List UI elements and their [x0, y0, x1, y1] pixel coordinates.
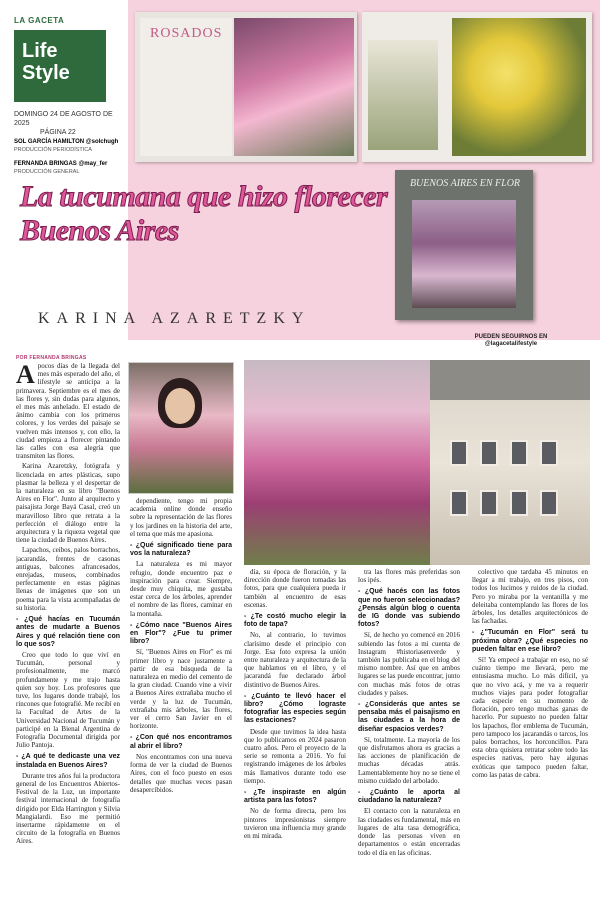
- interview-answer: Durante tres años fui la productora general de los Encuentros Abiertos-Festival de la Luz, un importante festival internacional de fotografía dirigido por Elda Harrington y Silvia Mangialardi. Eso me permitió insertarme rápidamente en el circuito de la fotografía en Buenos Aires.: [16, 771, 120, 846]
- interview-question: - ¿"Tucumán en Flor" será tu próxima obra? ¿Qué especies no pueden faltar en ese libro?: [472, 629, 588, 654]
- paragraph: Karina Azaretzky, fotógrafa y licenciada en artes plásticas, supo plasmar la belleza y el despertar de la naturaleza en su libro "Buenos Aires en Flor". Junto al arquitecto y paisajista Jorge Bayá Casal, creó un maravilloso libro que retrata a la perfección el diálogo entre la arquitectura y la riqueza vegetal que tiene la ciudad de Buenos Aires.: [16, 462, 120, 545]
- building-window: [450, 490, 468, 516]
- byline: POR FERNANDA BRINGAS: [16, 355, 87, 361]
- interview-question: - ¿Te costó mucho elegir la foto de tapa?: [244, 613, 346, 629]
- book-page-photo-small: [368, 40, 438, 150]
- interview-question: - ¿A qué te dedicaste una vez instalada en Buenos Aires?: [16, 753, 120, 769]
- article-column-3: [244, 568, 346, 894]
- building-window: [510, 490, 528, 516]
- interview-question: - ¿Qué hacías en Tucumán antes de mudarte a Buenos Aires y qué relación tiene con lo que sos?: [16, 616, 120, 649]
- paragraph: colectivo que tardaba 45 minutos en llegar a mi trabajo, en tres pisos, con todos los lucimos y ruidos de la ciudad. Pero yo miraba por la ventanilla y me deleitaba contemplando las flores de los árboles, los detalles arquitectónicos de las fachadas.: [472, 568, 588, 626]
- interview-answer: Sí, totalmente. La mayoría de los que disfrutamos ahora es gracias a las acciones de planificación de muchas décadas atrás. Lamentablemente hoy no se tiene el mismo cuidado del arbolado.: [358, 735, 460, 785]
- issue-date-block: [14, 110, 124, 137]
- interview-question: - ¿Cómo nace "Buenos Aires en Flor"? ¿Fue tu primer libro?: [130, 622, 232, 647]
- interview-answer: La naturaleza es mi mayor refugio, donde encuentro paz e inspiración para crear. Siempre, desde muy chiquita, me gustaba estar cerca de los árboles, aprender el nombre de las flores, caminar en la montaña.: [130, 560, 232, 618]
- credit-2: [14, 160, 126, 176]
- building-window: [540, 490, 558, 516]
- paragraph: tra las flores más preferidas son los ipés.: [358, 568, 460, 585]
- interview-answer: Desde que tuvimos la idea hasta que lo publicamos en 2024 pasaron cuatro años. Pero el proyecto de la serie se remonta a 2016. Yo fui registrando imágenes de los árboles más llamativos durante todo ese tiempo.: [244, 727, 346, 785]
- interview-question: - ¿Cuánto le aporta al ciudadano la naturaleza?: [358, 789, 460, 805]
- book-page-photo-yellow-flowers: [452, 18, 586, 156]
- interview-answer: No de forma directa, pero los pintores impresionistas siempre tuvieron una influencia muy grande en mi mirada.: [244, 807, 346, 841]
- portrait-face: [165, 388, 195, 424]
- headline: La tucumana que hizo florecer Buenos Aires: [20, 180, 388, 247]
- building-window: [540, 440, 558, 466]
- interview-question: - ¿Te inspiraste en algún artista para las fotos?: [244, 789, 346, 805]
- building-window: [480, 440, 498, 466]
- paragraph: día, su época de floración, y la dirección donde fueron tomadas las fotos, para que cualquiera pueda ir también al encuentro de esas escenas.: [244, 568, 346, 609]
- page-number: PÁGINA 22: [40, 129, 76, 136]
- interview-answer: El contacto con la naturaleza en las ciudades es fundamental, más en lugares de alta tasa demográfica, donde las personas viven en departamentos o están encerradas todo el día en las oficinas.: [358, 807, 460, 857]
- credit-2-name: FERNANDA BRINGAS @may_fer: [14, 161, 108, 167]
- issue-date: DOMINGO 24 DE AGOSTO DE 2025: [14, 111, 113, 127]
- headline-author: KARINA AZARETZKY: [38, 310, 311, 327]
- credit-1-role: PRODUCCIÓN PERIODÍSTICA: [14, 147, 92, 153]
- interview-question: - ¿Cuánto te llevó hacer el libro? ¿Cómo lograste fotografiar las especies según las estaciones?: [244, 693, 346, 726]
- interview-answer: Sí, de hecho yo comencé en 2016 subiendo las fotos a mi cuenta de Instagram #historiasenverde y también las publicaba en el blog del mismo nombre. Así que en ambos lugares se las puede encontrar, junto con muchas más fotos de otras ciudades y países.: [358, 631, 460, 697]
- interview-answer: No, al contrario, lo tuvimos clarísimo desde el principio con Jorge. Esa foto expresa la unión entre naturaleza y arquitectura de la que hablamos en el libro, y el jacarandá fue declarado árbol distintivo de Buenos Aires.: [244, 631, 346, 689]
- book-cover-photo: [412, 200, 516, 308]
- article-column-2: [130, 497, 232, 894]
- building-window: [450, 440, 468, 466]
- interview-answer: Creo que todo lo que viví en Tucumán, personal y profesionalmente, me marcó profundamente y me trajo hasta quien soy hoy. Los profesores que tuve, los lugares donde trabajé, los rincones que fotografié. Me recibí en la Facultad de Artes de la Universidad Nacional de Tucumán y participé en la Bienal Argentina de Fotografía Documental dirigida por Julio Pantoja.: [16, 650, 120, 750]
- paragraph: Lapachos, ceibos, palos borrachos, jacarandás, frentes de casonas antiguas, balcones afrancesados, enrejadas, museos, combinados perfectamente en estas páginas llenas de imágenes que son un poema para la vista acompañadas de su historia.: [16, 546, 120, 612]
- interview-answer: Sí! Ya empecé a trabajar en eso, no sé cuánto tiempo me llevará, pero me entusiasma mucho. Lo más difícil, ya que no vivo acá, y me va a requerir muchos viajes para poder fotografiar cada especie en su momento de floración, pero tengo muchas ganas de hacerlo. Por supuesto no pueden faltar los lapachos, flor emblema de Tucumán, pero tampoco los jacarandás o tarcos, los palos borrachos, los horconcillos. Para esta obra quisiera retratar sobre todo las especies nativas, pero hay algunas exóticas que tampoco pueden faltar, como las patas de cabra.: [472, 656, 588, 779]
- credit-1: [14, 138, 126, 154]
- credit-2-role: PRODUCCIÓN GENERAL: [14, 169, 80, 175]
- book-cover-title: BUENOS AIRES EN FLOR: [409, 178, 521, 189]
- logo-line-1: Life: [22, 40, 58, 62]
- credit-1-name: SOL GARCÍA HAMILTON @solchugh: [14, 139, 119, 145]
- article-column-5: [472, 568, 588, 894]
- book-page-photo: [234, 18, 354, 156]
- logo-line-2: Style: [22, 62, 70, 84]
- interview-question: - ¿Considerás que antes se pensaba más el paisajismo en las ciudades a la hora de diseñar espacios verdes?: [358, 701, 460, 734]
- interview-question: - ¿Qué hacés con las fotos que no fueron seleccionadas? ¿Pensás algún blog o cuenta de IG donde vas subiendo fotos?: [358, 588, 460, 629]
- social-follow-note: PUEDEN SEGUIRNOS EN @lagacetalifestyle: [474, 334, 548, 347]
- building-window: [510, 440, 528, 466]
- article-column-4: [358, 568, 460, 894]
- section-logo: [14, 30, 106, 102]
- drop-cap: A: [16, 362, 35, 389]
- interview-question: - ¿Con qué nos encontramos al abrir el libro?: [130, 734, 232, 750]
- newspaper-name: LA GACETA: [14, 16, 65, 25]
- building-roof: [430, 360, 590, 400]
- interview-question: - ¿Qué significado tiene para vos la naturaleza?: [130, 542, 232, 558]
- paragraph: dependiente, tengo mi propia academia online donde enseño sobre la representación de las flores y los jardines en la historia del arte, el tema que más me apasiona.: [130, 497, 232, 538]
- book-chapter-title: ROSADOS: [150, 26, 223, 41]
- interview-answer: Sí, "Buenos Aires en Flor" es mi primer libro y nace justamente a partir de esa búsqueda de la naturaleza en medio del cemento de la gran ciudad. Cuando vine a vivir a Buenos Aires extrañaba mucho el verde y la luz de Tucumán, extrañaba mis árboles, las flores, ver el cerro San Javier en el horizonte.: [130, 648, 232, 731]
- building-window: [480, 490, 498, 516]
- interview-answer: Nos encontramos con una nueva forma de ver la ciudad de Buenos Aires, con el foco puesto en esos detalles que muchas veces pasan desapercibidos.: [130, 752, 232, 794]
- intro-paragraph: pocos días de la llegada del mes más esperado del año, el lifestyle se anticipa a la primavera. Septiembre es el mes de las flores y, sin dudas para algunos, el mes más anhelado. El estado de ánimo cambia con los primeros colores, y los verdes del paisaje se vuelven más intensos y, con ello, la ciudad empieza a florecer pintando las calles con esa alegría que transmiten las flores.: [16, 362, 120, 461]
- article-column-1: [16, 362, 120, 894]
